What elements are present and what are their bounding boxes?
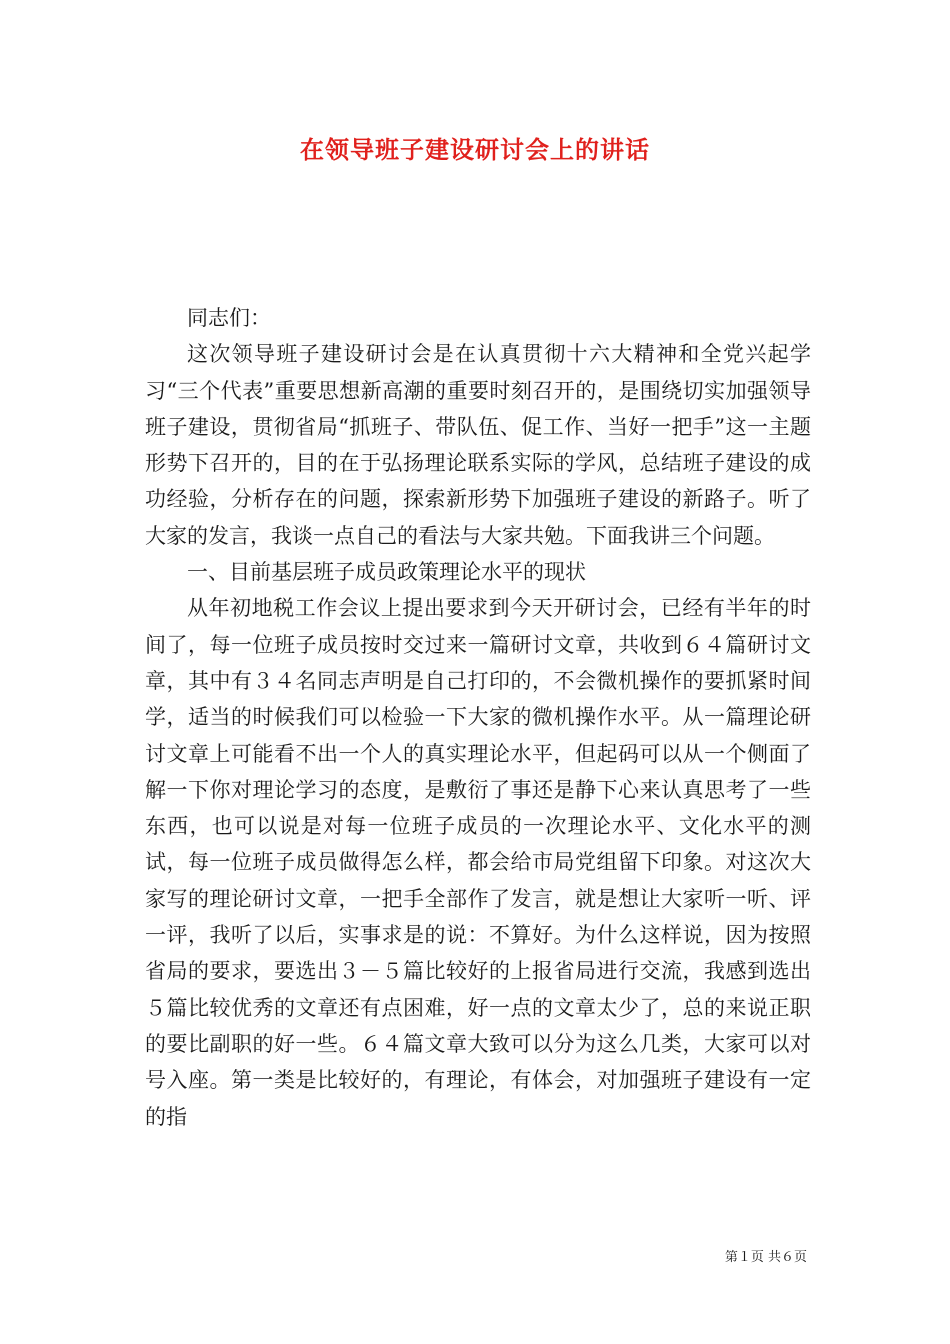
salutation-paragraph: 同志们： xyxy=(187,306,271,330)
document-body xyxy=(145,300,811,1135)
section-heading: 一、目前基层班子成员政策理论水平的现状 xyxy=(187,560,586,585)
document-title: 在领导班子建设研讨会上的讲话 xyxy=(300,135,650,164)
body-paragraph: 从年初地税工作会议上提出要求到今天开研讨会，已经有半年的时间了，每一位班子成员按时交过来一篇研讨文章，共收到６４篇研讨文章，其中有３４名同志声明是自己打印的，不会微机操作的要抓紧时间学，适当的时候我们可以检验一下大家的微机操作水平。从一篇理论研讨文章上可能看不出一个人的真实理论水平，但起码可以从一个侧面了解一下你对理论学习的态度，是敷衍了事还是静下心来认真思考了一些东西，也可以说是对每一位班子成员的一次理论水平、文化水平的测试，每一位班子成员做得怎么样，都会给市局党组留下印象。对这次大家写的理论研讨文章，一把手全部作了发言，就是想让大家听一听、评一评，我听了以后，实事求是的说：不算好。为什么这样说，因为按照省局的要求，要选出３－５篇比较好的上报省局进行交流，我感到选出５篇比较优秀的文章还有点困难，好一点的文章太少了，总的来说正职的要比副职的好一些。６４篇文章大致可以分为这么几类，大家可以对号入座。第一类是比较好的，有理论，有体会，对加强班子建设有一定的指 xyxy=(145,596,811,1129)
page-number-footer: 第１页 共６页 xyxy=(724,1250,807,1265)
intro-paragraph: 这次领导班子建设研讨会是在认真贯彻十六大精神和全党兴起学习“三个代表”重要思想新高潮的重要时刻召开的，是围绕切实加强领导班子建设，贯彻省局“抓班子、带队伍、促工作、当好一把手”这一主题形势下召开的，目的在于弘扬理论联系实际的学风，总结班子建设的成功经验，分析存在的问题，探索新形势下加强班子建设的新路子。听了大家的发言，我谈一点自己的看法与大家共勉。下面我讲三个问题。 xyxy=(145,342,811,548)
